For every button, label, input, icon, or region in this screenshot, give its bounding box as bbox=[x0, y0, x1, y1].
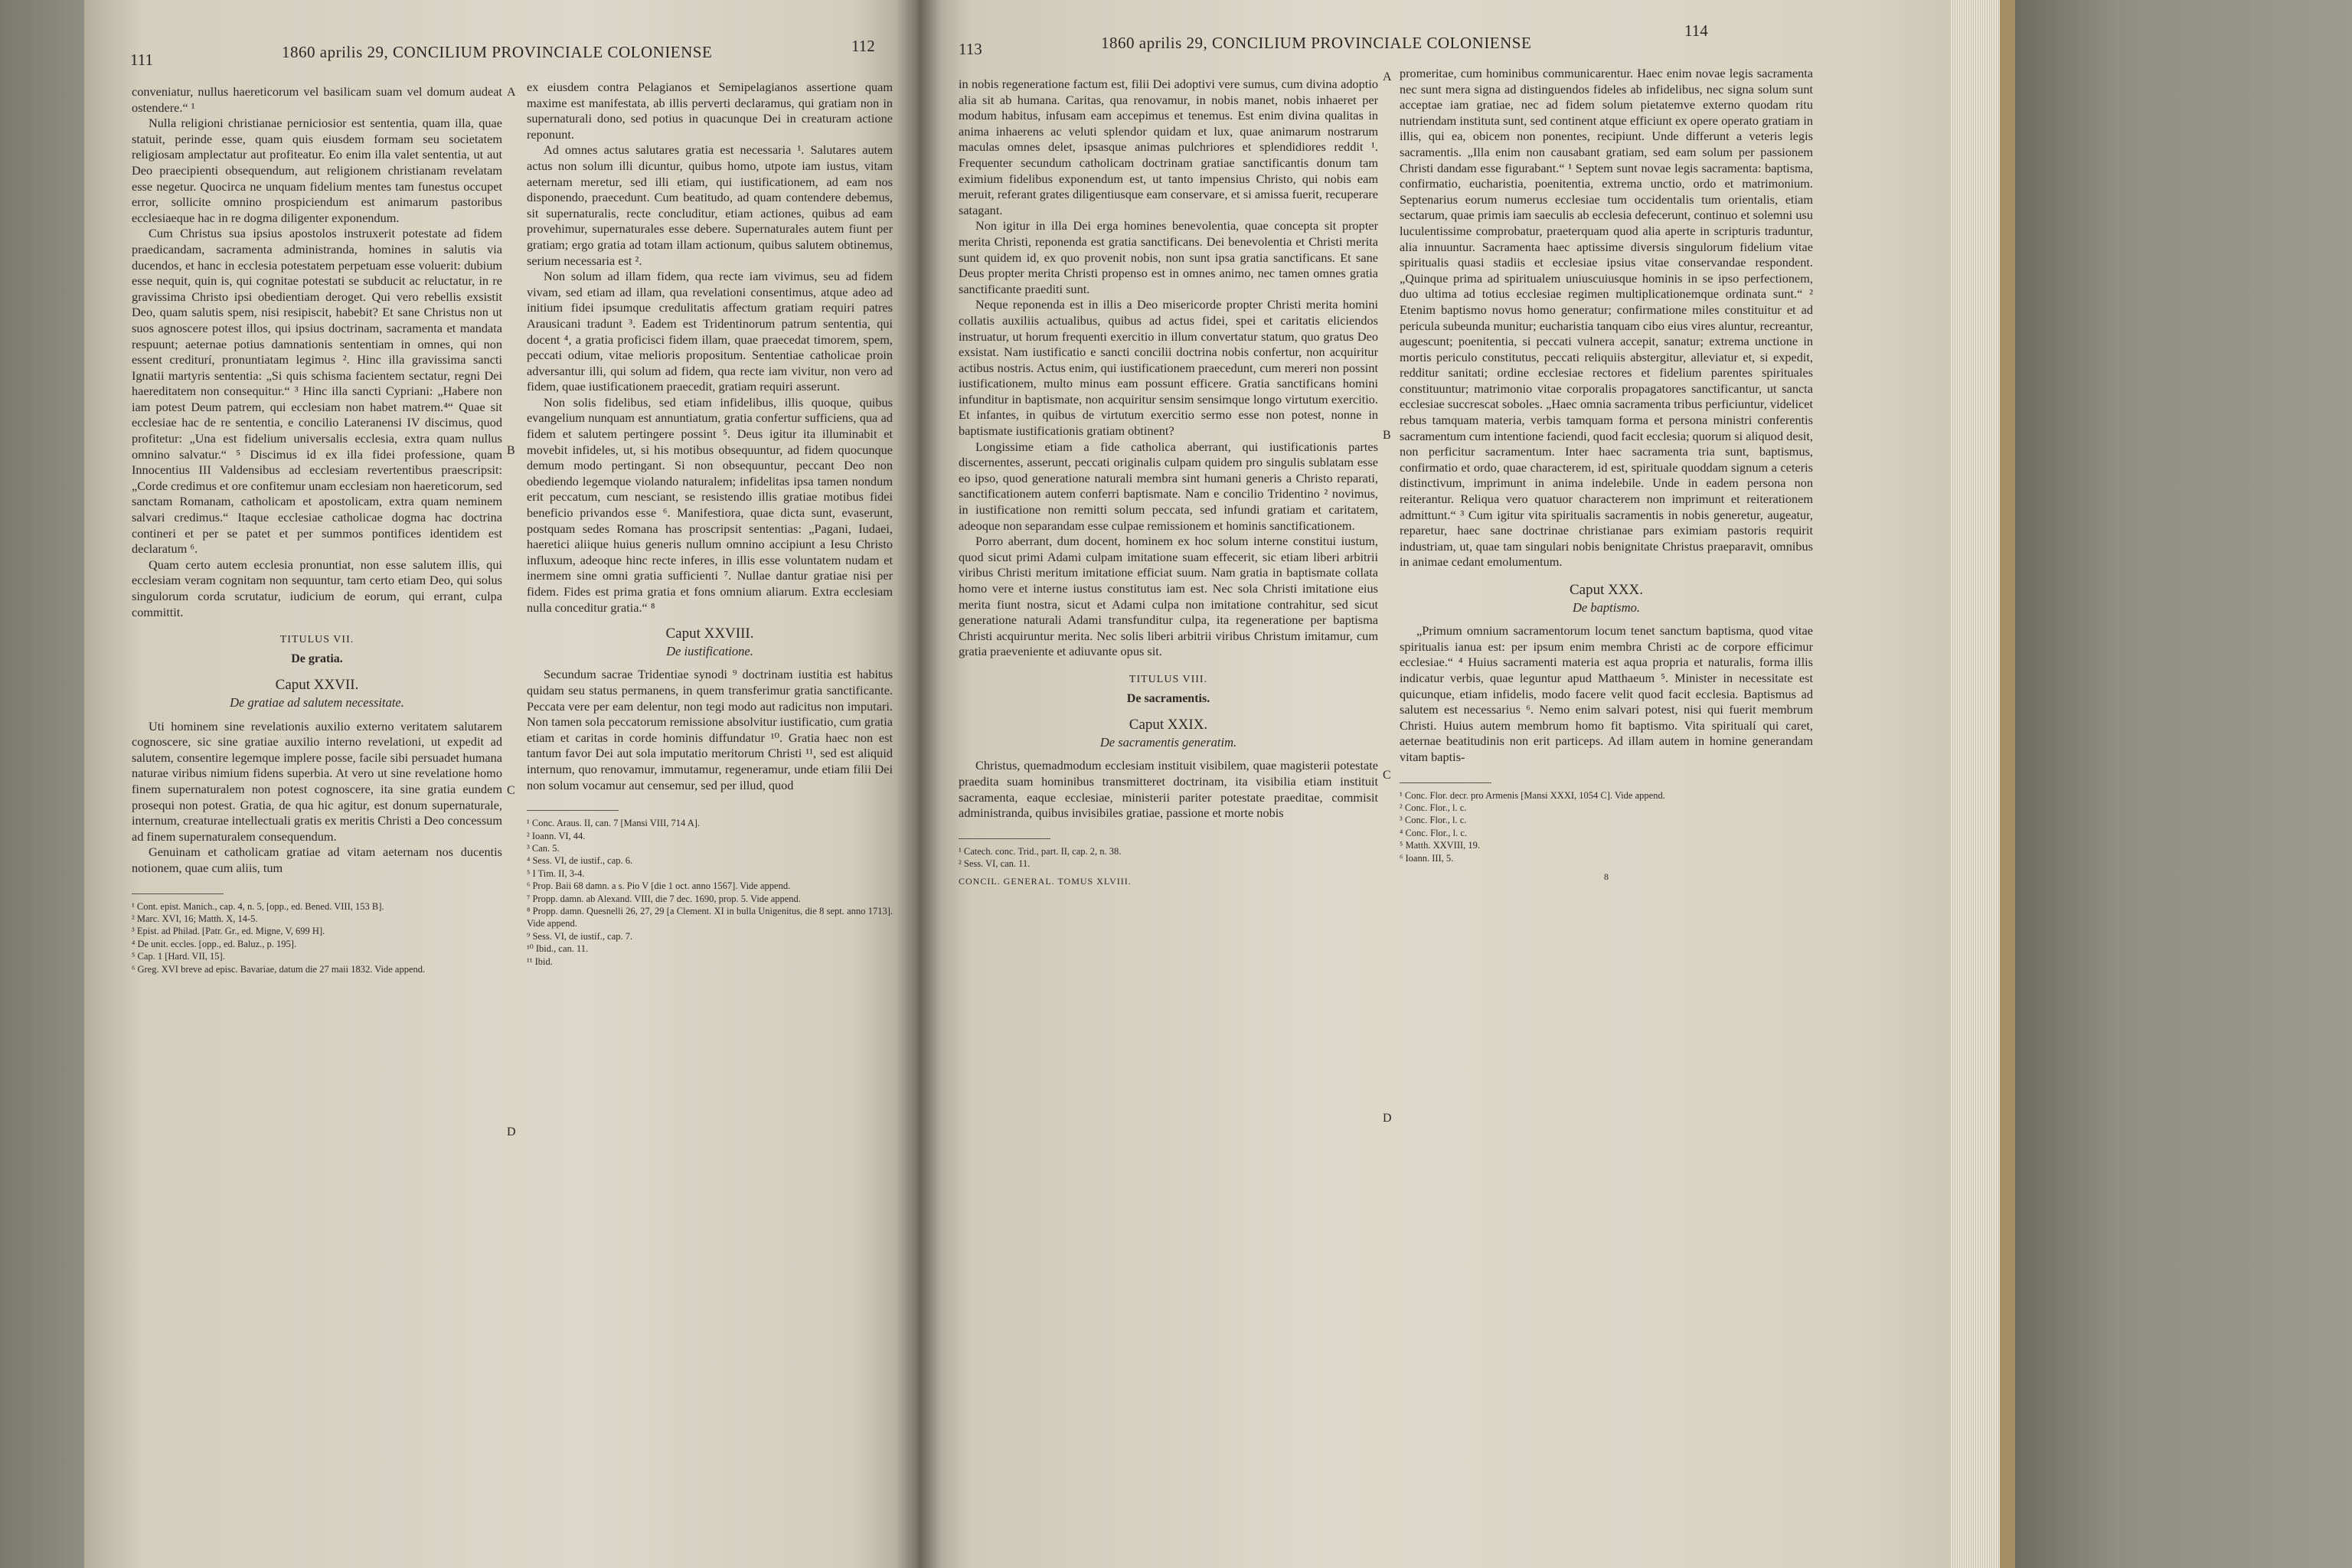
paragraph: Secundum sacrae Tridentiae synodi ⁹ doctrinam iustitia est habitus quidam seu status permanens, in quem transferimur gratia sanctificante. Peccata vere per eam delentur, non tegi modo aut radicitus non imputari. Non tamen sola peccatorum remissione absolvitur iustificatio, cum gratia etiam et caritas in corde hominis diffundatur ¹⁰. Gratia haec non est tantum favor Dei aut sola imputatio meritorum Christi ¹¹, sed est aliquid internum, quo renovamur, immutamur, regeneramur, unde etiam filii Dei non solum vocamur aut censemur, sed per illud, quod bbox=[527, 667, 893, 792]
footnote: ⁶ Greg. XVI breve ad episc. Bavariae, datum die 27 maii 1832. Vide append. bbox=[132, 963, 426, 975]
footnote-rule bbox=[527, 810, 619, 811]
paragraph: Nulla religioni christianae perniciosior est sententia, quam illa, quae statuit, perinde esse, quam quis eiusdem formam seu societatem religiosam amplectatur aut profiteatur. Eo enim illa valet sententia, ut aut Deo praecipienti obsequendum, aut religionem christianam revelatam esse negetur. Quocirca ne unquam fidelium mentes tam funestus occupet error, sollicite omnino prospiciendum est animarum pastoribus ecclesiaeque hac in re dogma diligenter exponendum. bbox=[132, 116, 502, 225]
margin-letter-b: B bbox=[1383, 429, 1391, 442]
page-number-113: 113 bbox=[959, 40, 982, 58]
left-page-column-1 bbox=[132, 84, 502, 975]
book-spine-shadow bbox=[896, 0, 942, 1568]
paragraph: Genuinam et catholicam gratiae ad vitam aeternam nos ducentis notionem, quae cum aliis, tum bbox=[132, 844, 502, 875]
footnotes bbox=[959, 845, 1378, 871]
footnotes bbox=[527, 817, 893, 968]
footnote: ⁸ Propp. damn. Quesnelli 26, 27, 29 [a Clement. XI in bulla Unigenitus, die 8 sept. anno 1713]. Vide append. bbox=[527, 905, 893, 929]
paragraph: Ad omnes actus salutares gratia est necessaria ¹. Salutares autem actus non solum illi dicuntur, quibus homo, utpote iam iustus, vitam aeternam meretur, sed illi etiam, qui iustificationem, ad eam nos disponendo, praecedunt. Cum beatitudo, ad quam contendere debemus, sit supernaturalis, recte concluditur, etiam actiones, quibus ad eam provehimur, supernaturales esse debere. Supernaturales autem fiunt per gratiam; ergo gratia ad totam illam actionum, quibus salutem obtinemus, serium necessaria est ². bbox=[527, 142, 893, 268]
left-page-column-2 bbox=[527, 80, 893, 968]
margin-letter-a: A bbox=[507, 86, 516, 99]
titulus-heading: TITULUS VIII. bbox=[1129, 673, 1208, 685]
page-number-111: 111 bbox=[130, 51, 153, 69]
footnote: ⁴ Sess. VI, de iustif., cap. 6. bbox=[527, 855, 633, 867]
titulus-heading: TITULUS VII. bbox=[279, 634, 354, 646]
caput-heading: Caput XXVII. bbox=[275, 677, 359, 694]
left-page-running-header: 1860 aprilis 29, CONCILIUM PROVINCIALE COLONIENSE bbox=[282, 43, 713, 61]
footnote-rule bbox=[1400, 782, 1491, 783]
page-number-112: 112 bbox=[851, 37, 875, 55]
caput-subtitle: De iustificatione. bbox=[666, 643, 753, 658]
book-cover-edge bbox=[2000, 0, 2015, 1568]
caput-subtitle: De sacramentis generatim. bbox=[1099, 734, 1237, 750]
footnote: ¹ Conc. Araus. II, can. 7 [Mansi VIII, 714 A]. bbox=[527, 818, 701, 829]
paragraph: promeritae, cum hominibus communicarentur. Haec enim novae legis sacramenta nec sunt mera signa ad distinguendos fideles ab infidelibus, nec signa solum sunt acceptae iam gratiae, nec ad fidem solum pietatemve externo quodam ritu nutriendam instituta sunt, sed continent atque efficiunt ex opere operato gratiam in illis, qui ea, obicem non ponentes, recipiunt. Unde differunt a veteris legis sacramentis. „Illa enim non causabant gratiam, sed eam solum per passionem Christi dandam esse figurabant.“ ¹ Septem sunt novae legis sacramenta: baptisma, confirmatio, eucharistia, poenitentia, extrema unctio, ordo et matrimonium. Septenarius eorum numerus ecclesiae tum occidentalis tum orientalis, etiam sectarum, quae primis iam saeculis ab ecclesia defecerunt, continuo et solemni usu luculentissime comprobatur, praeterquam quod alia aperte in scripturis traduntur, alia innuuntur. Sacramenta haec aptissime diversis singulorum fidelium vitae spiritualis quasi stadiis et ecclesiae ipsius vitae conservandae respondent. „Quinque prima ad spiritualem uniuscuiusque hominis in se ipso perfectionem, duo ultima ad totius ecclesiae regimen multiplicationemque ordinata sunt.“ ² Etenim baptismo novus homo generatur; confirmatione miles constituitur et ad pericula subeunda munitur; eucharistia tanquam cibo eius vires aluntur, recreantur, augescunt; poenitentia, si peccati vulnera accepit, sanatur; extrema unctione in mortis periculo constitutus, peccati reliquiis abstergitur, alleviatur et, si expedit, redditur sanitati; ordine ecclesiae rectores et fidelium parentes spirituales constituuntur; matrimonio vitae corporalis propagatores sanctificantur, ut sancta ecclesiae succrescat soboles. „Haec omnia sacramenta tribus perficiuntur, videlicet rebus tamquam materia, verbis tamquam forma et persona ministri conferentis sacramentum cum intentione faciendi, quod facit ecclesia; quorum si aliquod desit, non perficitur sacramentum. Inter haec sacramenta tria sunt, baptismus, confirmatio et ordo, quae characterem, id est, spirituale quoddam signum a ceteris distinctivum, imprimunt in anima indelebile. Unde in eadem persona non reiterantur. Reliqua vero quatuor characterem non imprimunt et reiterationem admittunt.“ ³ Cum igitur vita spiritualis sacramentis in nobis generetur, augeatur, reparetur, haec sane doctrinae christianae pars eximiam pastoris requirit industriam, ut, quae tam singulari nobis benignitate Christus praeparavit, omnibus in animae cedant emolumentum. bbox=[1400, 66, 1813, 570]
paragraph: Quam certo autem ecclesia pronuntiat, non esse salutem illis, qui ecclesiam veram cognitam non sequuntur, tam certo etiam Deo, qui solus singulorum corda scrutatur, iudicium de eorum, qui errant, culpa committit. bbox=[132, 557, 502, 619]
footnote: ¹ Catech. conc. Trid., part. II, cap. 2, n. 38. bbox=[959, 845, 1122, 857]
caput-heading: Caput XXIX. bbox=[1129, 717, 1208, 733]
footnote: ⁵ I Tim. II, 3-4. bbox=[527, 867, 585, 879]
caput-heading: Caput XXX. bbox=[1569, 582, 1644, 598]
footnote: ² Conc. Flor., l. c. bbox=[1400, 802, 1467, 813]
paragraph: Longissime etiam a fide catholica aberrant, qui iustificationis partes discernentes, asserunt, peccati originalis culpam quidem pro singulis sublatam esse eo ipso, quod generatione naturali membra sint humani generis a Christo reparati, sanctificationem autem conferri baptismate. Nam e concilio Tridentino ² novimus, in iustificatione non remitti solum peccata, sed infundi gratiam et caritatem, adeoque non separandam esse culpae remissionem et hominis sanctificationem. bbox=[959, 439, 1378, 533]
titulus-title: De sacramentis. bbox=[1126, 691, 1210, 705]
footnote: ⁴ De unit. eccles. [opp., ed. Baluz., p. 195]. bbox=[132, 938, 297, 949]
signature-line: CONCIL. GENERAL. TOMUS XLVIII. bbox=[959, 875, 1132, 887]
paragraph: Porro aberrant, dum docent, hominem ex hoc solum interne constitui iustum, quod sicut primi Adami culpam imitatione suam effecerit, sic etiam liberi arbitrii viribus Christi meritum imitatione efficiat suum. Nam gratia in baptismate collata homo vere et interne iustus constitutus iam est. Nec sola Christi imitatione eius merita fiunt nostra, sicut et Adami culpa non imitatione contrahitur, sed sicut generatione naturali Adami transfunditur culpa, ita regeneratione per baptisma Christi acquiruntur merita. Nec solis liberi arbitrii viribus Christum imitamur, cum gratia praeveniente et adiuvante opus sit. bbox=[959, 534, 1378, 659]
caput-subtitle: De baptismo. bbox=[1573, 599, 1640, 615]
footnote: ⁵ Matth. XXVIII, 19. bbox=[1400, 840, 1481, 851]
footnotes bbox=[132, 900, 502, 975]
footnote: ² Sess. VI, can. 11. bbox=[959, 858, 1031, 870]
left-page bbox=[84, 0, 919, 1568]
footnote-rule bbox=[959, 838, 1050, 839]
left-cover bbox=[0, 0, 84, 1568]
footnote: ¹¹ Ibid. bbox=[527, 956, 553, 967]
footnote: ³ Can. 5. bbox=[527, 842, 560, 854]
margin-letter-d: D bbox=[1383, 1112, 1392, 1125]
paragraph: Cum Christus sua ipsius apostolos instruxerit potestate ad fidem praedicandam, sacramenta administranda, homines in salutis via ducendos, et hanc in ecclesia potestatem perpetuam esse voluerit: dubium esse nequit, quin is, qui cognitae potestati se subducit ac reluctatur, in re gravissima Christo ipsi obedientiam deroget. Qui vero rebellis exsistit Deo, quam salutis spem, nisi resipiscit, habebit? Et sane Christus non ut suos agnoscere potest illos, qui ipsius doctrinam, sacramenta et mandata respuunt; aeternae potius damnationis sententiam in omnes, qui non essent crediturí, pronuntiatam legimus ². Hinc illa gravissima sancti Ignatii martyris sententia: „Si quis schisma facientem sectatur, regni Dei haereditatem non consequitur.“ ³ Hinc illa sancti Cypriani: „Habere non iam potest Deum patrem, qui ecclesiam non habet matrem.⁴“ Quae sit ecclesiae hac de re sententia, e concilio Lateranensi IV discimus, quod profitetur: „Una est fidelium universalis ecclesia, extra quam nullus omnino salvatur.“ ⁵ Discimus id ex illa fidei professione, quam Innocentius III Valdensibus ad ecclesiam revertentibus praescripsit: „Corde credimus et ore confitemur unam ecclesiam non haereticorum, sed sanctam Romanam, catholicam et apostolicam, extra quam neminem salvari credimus.“ Itaque ecclesiae catholicae dogma hac doctrina contineri et per se patet et per summos pontifices identidem est declaratum ⁶. bbox=[132, 226, 502, 557]
footnote: ¹ Cont. epist. Manich., cap. 4, n. 5, [opp., ed. Bened. VIII, 153 B]. bbox=[132, 900, 384, 912]
paragraph: Non solum ad illam fidem, qua recte iam vivimus, seu ad fidem vivam, sed etiam ad illam, qua revelationi consentimus, atque adeo ad initium fidei ipsumque credulitatis affectum gratiam requiri patres Arausicani tradunt ³. Eadem est Tridentinorum patrum sententia, qui docent ⁴, a gratia proficisci fidem illam, quae praecedat timorem, spem, peccati odium, vitae melioris propositum. Sententiae catholicae proin adversantur illi, qui solum ad fidem, qua recte iam vivitur, non vero ad fidem, quae iustificationem praecedit, gratiam requiri asserunt. bbox=[527, 269, 893, 394]
margin-letter-b: B bbox=[507, 444, 515, 457]
paragraph: Non igitur in illa Dei erga homines benevolentia, quae concepta sit propter merita Christi, reponenda est gratia sanctificans. Dei benevolentia et Christi merita sunt quidem id, ex quo provenit nobis, non sunt ipsa gratia sanctificans. Et sane Deus propter merita Christi propenso est in omnes animo, nec tamen omnes gratia sanctificante praediti sunt. bbox=[959, 218, 1378, 296]
footnote-rule bbox=[132, 893, 224, 894]
footnote: ³ Conc. Flor., l. c. bbox=[1400, 815, 1467, 826]
footnote: ⁶ Prop. Baii 68 damn. a s. Pio V [die 1 oct. anno 1567]. Vide append. bbox=[527, 880, 791, 892]
paragraph: „Primum omnium sacramentorum locum tenet sanctum baptisma, quod vitae spiritualis ianua est: per ipsum enim membra Christi ac de corpore efficimur ecclesiae.“ ⁴ Huius sacramenti materia est aqua propria et naturalis, forma illis indicatur verbis, quae leguntur apud Matthaeum ⁵. Minister in necessitate est quicunque, etiam infidelis, modo facere velit quod facit ecclesia. Baptismus ad salutem est necessarius ⁶. Nemo enim salvari potest, nisi qui fuerit membrum Christi. Huius autem membrum homo fit baptismo. Vita spiritualí qui caret, aeternae beatitudinis non erit particeps. Ad illam autem in homine generandam vitam baptis- bbox=[1400, 623, 1813, 764]
footnote: ² Ioann. VI, 44. bbox=[527, 830, 586, 841]
right-page-column-1 bbox=[959, 77, 1378, 889]
footnote: ⁴ Conc. Flor., l. c. bbox=[1400, 827, 1468, 838]
paragraph: Christus, quemadmodum ecclesiam instituit visibilem, quae magisterii potestate praedita suam hominibus transmitteret doctrinam, ita visibilia etiam instituit sacramenta, eaque ecclesiae, ministerii pariter potestate praeditae, commisit administranda, quibus invisibiles gratiae, passione et morte nobis bbox=[959, 758, 1378, 821]
footnote: ³ Epist. ad Philad. [Patr. Gr., ed. Migne, V, 699 H]. bbox=[132, 926, 325, 937]
page-edges bbox=[1951, 0, 2004, 1568]
titulus-title: De gratia. bbox=[291, 652, 343, 665]
paragraph: Neque reponenda est in illis a Deo misericorde propter Christi merita homini collatis auxiliis actualibus, quibus ad actus fidei, spei et caritatis eliciendos instruatur, ut horum frequenti exercitio in illum convertatur statum, quo gratus Deo exsistat. Nam iustificatio e sancti concilii doctrina nobis confertur, non acquiritur actibus nostris. Actus enim, qui iustificationem praecedunt, cum mereri non possint iustificationem, multo minus eam possunt efficere. Gratia sanctificans homini infunditur in baptismate, non acquiritur sensim sensimque longo virtutum exercitio. Et infantes, in quibus de virtutum exercitio sermo esse non potest, nonne in baptismate iustificationis gratiam obtinent? bbox=[959, 297, 1378, 439]
margin-letter-c: C bbox=[507, 784, 515, 797]
caput-subtitle: De gratiae ad salutem necessitate. bbox=[230, 694, 404, 710]
footnotes bbox=[1400, 789, 1813, 864]
footnote: ⁹ Sess. VI, de iustif., cap. 7. bbox=[527, 930, 633, 942]
paragraph: ex eiusdem contra Pelagianos et Semipelagianos assertione quam maxime est manifestata, ab illis perverti declaramus, qui gratiam non in supernaturali dono, sed potius in quacunque Dei in creaturam actione reponunt. bbox=[527, 80, 893, 142]
page-number-114: 114 bbox=[1684, 21, 1708, 40]
background-surface bbox=[2015, 0, 2352, 1568]
paragraph: conveniatur, nullus haereticorum vel basilicam suam vel domum audeat ostendere.“ ¹ bbox=[132, 84, 502, 115]
caput-heading: Caput XXVIII. bbox=[665, 626, 754, 642]
margin-letter-c: C bbox=[1383, 769, 1391, 782]
right-page bbox=[919, 0, 1952, 1568]
right-page-running-header: 1860 aprilis 29, CONCILIUM PROVINCIALE COLONIENSE bbox=[1101, 34, 1532, 52]
paragraph: in nobis regeneratione factum est, filii Dei adoptivi vere sumus, cum divina adoptio alia sit ab humana. Caritas, qua renovamur, in nobis manet, nobis inhaeret per modum habitus, infusam eam accepimus et tenemus. Est enim divina qualitas in anima inhaerens ac veluti splendor quidam et lux, quae animarum nostrarum maculas omnes delet, ipsasque animas pulchriores et splendidiores reddit ¹. Frequenter secundum catholicam doctrinam gratiae sanctificantis donum tam eximium fidelibus exponendum est, ut tanto impensius Christo, qui nobis eam meruit, referant grates diligentiusque eam conservare, et si amissa fuerit, recuperare satagant. bbox=[959, 77, 1378, 217]
margin-letter-d: D bbox=[507, 1125, 516, 1138]
footnote: ² Marc. XVI, 16; Matth. X, 14-5. bbox=[132, 913, 258, 924]
paragraph: Uti hominem sine revelationis auxilio externo veritatem salutarem cognoscere, sic sine gratiae auxilio interno revelationi, ut expedit ad salutem, consentire legemque implere posse, facile sibi persuadet humana naturae viribus nimium fidens superbia. At vero ut sine revelatione homo finem supernaturalem non potest cognoscere, ita sine gratia eundem prosequi non potest. Gratia, de qua hic agitur, est donum supernaturale, internum, creaturae intellectuali gratis ex meritis Christi a Deo concessum ad finem supernaturalem consequendum. bbox=[132, 718, 502, 844]
footnote: ¹⁰ Ibid., can. 11. bbox=[527, 943, 589, 955]
footnote: ⁶ Ioann. III, 5. bbox=[1400, 852, 1454, 864]
footnote: ¹ Conc. Flor. decr. pro Armenis [Mansi XXXI, 1054 C]. Vide append. bbox=[1400, 789, 1665, 801]
footnote: ⁵ Cap. 1 [Hard. VII, 15]. bbox=[132, 951, 225, 962]
right-page-column-2 bbox=[1400, 66, 1813, 885]
footnote: ⁷ Propp. damn. ab Alexand. VIII, die 7 dec. 1690, prop. 5. Vide append. bbox=[527, 893, 801, 904]
margin-letter-a: A bbox=[1383, 70, 1392, 83]
paragraph: Non solis fidelibus, sed etiam infidelibus, illis quoque, quibus evangelium nunquam est annuntiatum, gratia confertur sufficiens, qua ad fidem et salutem pertingere possint ⁵. Deus igitur ita illuminabit et movebit infideles, ut, si his motibus obsequuntur, ad fidem quocunque demum modo pertingant. Si non obsequuntur, peccant Deo non obediendo legemque violando naturalem; infidelitas ipsa tamen nondum erit peccatum, cum nesciant, se resistendo illis gratiae motibus fidei beneficio privandos esse ⁶. Manifestiora, quae dicta sunt, evaserunt, postquam sedes Romana has proscripsit sententias: „Pagani, Iudaei, haeretici aliique huius generis nullum omnino accipiunt a Iesu Christo influxum, adeoque hinc recte inferes, in illis esse voluntatem nudam et inermem sine omni gratia sufficienti ⁷. Nullae dantur gratiae nisi per fidem. Fides est prima gratia et fons omnium aliarum. Extra ecclesiam nulla conceditur gratia.“ ⁸ bbox=[527, 394, 893, 615]
sheet-number: 8 bbox=[1604, 871, 1609, 882]
